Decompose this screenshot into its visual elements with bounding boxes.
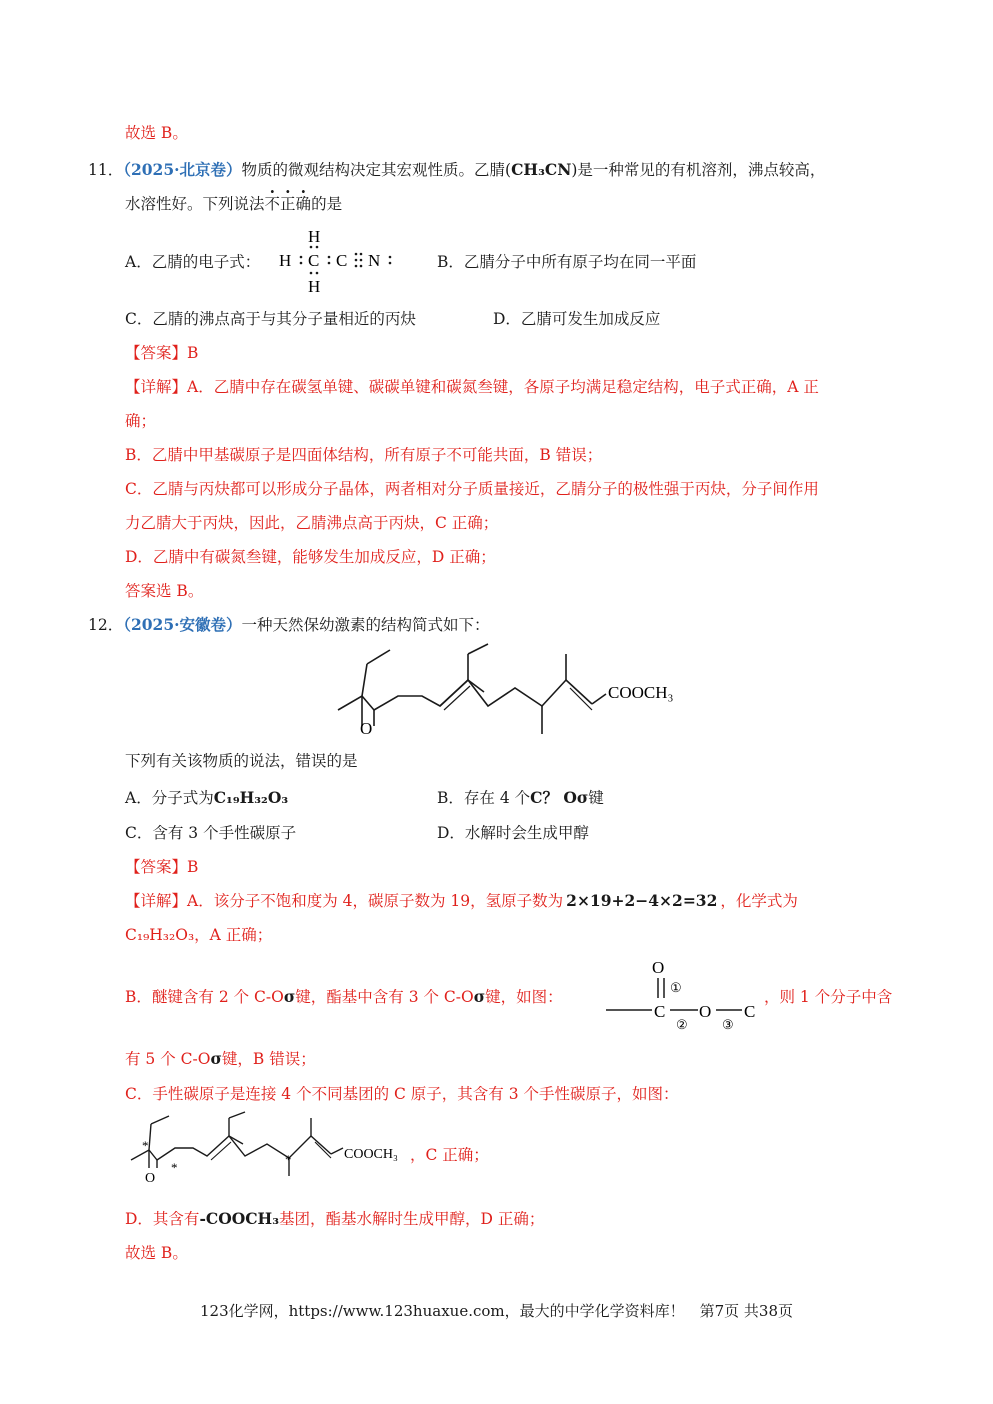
ester-carbonyl-o: O <box>652 958 665 977</box>
ester-bond-2: ② <box>676 1017 688 1032</box>
q12-option-b-c: 键 <box>588 789 604 807</box>
q12-detail-a1 <box>125 889 798 911</box>
ester-bond-diagram <box>600 952 770 1034</box>
q12-sigma-1: σ <box>283 987 296 1006</box>
q12-sigma-3: σ <box>210 1049 222 1068</box>
q12-detail-d-a: D．其含有 <box>125 1210 200 1228</box>
q12-detail-a1-text: A．该分子不饱和度为 4，碳原子数为 19，氢原子数为 <box>187 892 564 910</box>
q12-detail-b-line <box>125 985 563 1007</box>
q11-stem-line2-b: 的是 <box>311 195 343 213</box>
q12-option-b <box>437 786 604 808</box>
q12-answer: 【答案】B <box>125 858 199 876</box>
q12-option-b-a: B．存在 4 个 <box>437 789 531 807</box>
chiral-structure-bonds <box>131 1112 343 1176</box>
ester-o: O <box>699 1002 712 1021</box>
q12-detail-c: C．手性碳原子是连接 4 个不同基团的 C 原子，其含有 3 个手性碳原子，如图： <box>125 1085 679 1103</box>
q12-detail-d <box>125 1207 544 1229</box>
q12-option-c: C．含有 3 个手性碳原子 <box>125 824 297 842</box>
chiral-epoxide-oxygen: O <box>145 1171 156 1186</box>
ester-bond-3: ③ <box>722 1017 734 1032</box>
page-footer: 123化学网，https://www.123huaxue.com，最大的中学化学资料库！ 第7页 共38页 <box>199 1302 794 1320</box>
q11-answer: 【答案】B <box>125 344 199 362</box>
q12-detail-b3: 键，如图： <box>485 988 563 1006</box>
q11-emph-2: 正 <box>280 195 296 213</box>
q11-detail-d: D．乙腈中有碳氮叁键，能够发生加成反应，D 正确； <box>125 548 496 566</box>
q12-detail-d-formula: -COOCH₃ <box>199 1209 279 1228</box>
chiral-ester-label: COOCH₃ <box>344 1147 398 1162</box>
q11-detail-b: B．乙腈中甲基碳原子是四面体结构，所有原子不可能共面，B 错误； <box>125 446 603 464</box>
chiral-star-3: * <box>285 1152 292 1167</box>
lewis-h-bottom: H <box>308 277 321 296</box>
q11-detail-label: 【详解】 <box>125 378 188 396</box>
q11-stem-line2-a: 水溶性好。下列说法 <box>125 195 265 213</box>
q12-option-a-label: A．分子式为 <box>125 789 214 807</box>
q12-detail-d-b: 基团，酯基水解时生成甲醇，D 正确； <box>278 1210 545 1228</box>
ester-c: C <box>654 1002 666 1021</box>
q12-source: （2025·安徽卷） <box>123 615 242 634</box>
q12-question: 下列有关该物质的说法，错误的是 <box>125 752 358 770</box>
q11-option-b: B．乙腈分子中所有原子均在同一平面 <box>437 253 697 271</box>
q12-detail-b4: ，则 1 个分子中含 <box>764 988 893 1006</box>
q11-option-c: C．乙腈的沸点高于与其分子量相近的丙炔 <box>125 310 416 328</box>
lewis-c2: C <box>336 251 348 270</box>
q12-option-a-formula: C₁₉H₃₂O₃ <box>213 788 289 807</box>
lewis-h-left: H <box>279 251 292 270</box>
q11-stem-line1 <box>88 158 825 180</box>
lewis-h-top: H <box>308 227 321 246</box>
q12-detail-b2: 键，酯基中含有 3 个 C-O <box>295 988 474 1006</box>
lewis-c1: C <box>308 251 320 270</box>
q11-option-d: D．乙腈可发生加成反应 <box>493 310 661 328</box>
q12-stem <box>88 613 490 635</box>
q11-option-a: A．乙腈的电子式： <box>125 253 261 271</box>
q11-detail-a <box>125 375 819 397</box>
q11-stem-a: 物质的微观结构决定其宏观性质。乙腈( <box>241 161 512 179</box>
q12-detail-b5: 有 5 个 C-O <box>125 1050 211 1068</box>
q12-stem-text: 一种天然保幼激素的结构简式如下： <box>241 616 490 634</box>
structure-bonds <box>338 644 606 734</box>
lewis-n: N <box>368 251 381 270</box>
q11-conclusion: 答案选 B。 <box>125 582 204 600</box>
q12-number: 12． <box>88 616 124 634</box>
q12-conclusion: 故选 B。 <box>125 1244 188 1262</box>
chiral-carbon-structure <box>125 1110 425 1190</box>
q12-option-b-bond: C？ Oσ <box>530 788 589 807</box>
q11-source: （2025·北京卷） <box>123 160 242 179</box>
q12-detail-b1: B．醚键含有 2 个 C-O <box>125 988 284 1006</box>
q12-detail-a1b: ，化学式为 <box>720 892 798 910</box>
ester-group-label: COOCH₃ <box>608 683 674 702</box>
q11-formula: CH₃CN <box>511 160 572 179</box>
q12-detail-label: 【详解】 <box>125 892 188 910</box>
epoxide-oxygen: O <box>360 719 373 738</box>
q11-emph-1: 不 <box>264 195 281 213</box>
q11-number: 11． <box>88 161 124 179</box>
ester-bond-1: ① <box>670 980 682 995</box>
q11-detail-a1: A．乙腈中存在碳氢单键、碳碳单键和碳氮叁键，各原子均满足稳定结构，电子式正确，A 正 <box>187 378 819 396</box>
q12-detail-a2: C₁₉H₃₂O₃，A 正确； <box>125 926 273 944</box>
q12-sigma-2: σ <box>473 987 486 1006</box>
q12-hydrogen-equation: 2×19+2−4×2=32 <box>566 891 718 910</box>
q12-option-d: D．水解时会生成甲醇 <box>437 824 589 842</box>
q11-detail-a2: 确； <box>125 412 157 430</box>
prev-conclusion: 故选 B。 <box>125 124 188 142</box>
q11-stem-b: )是一种常见的有机溶剂，沸点较高， <box>571 161 826 179</box>
q11-emph-3: 确 <box>295 195 312 213</box>
q11-detail-c2: 力乙腈大于丙炔，因此，乙腈沸点高于丙炔，C 正确； <box>125 514 499 532</box>
juvenile-hormone-structure <box>330 640 710 740</box>
q12-detail-b6: 键，B 错误； <box>221 1050 316 1068</box>
chiral-star-2: * <box>171 1160 178 1175</box>
ester-c2: C <box>744 1002 756 1021</box>
q12-option-a <box>125 786 288 808</box>
q11-detail-c1: C．乙腈与丙炔都可以形成分子晶体，两者相对分子质量接近，乙腈分子的极性强于丙炔，分子间作用 <box>125 480 819 498</box>
q11-stem-line2 <box>125 192 342 214</box>
chiral-star-1: * <box>142 1138 149 1153</box>
q12-detail-c-tail: ，C 正确； <box>410 1146 489 1164</box>
q12-detail-b5-line <box>125 1047 316 1069</box>
acetonitrile-lewis-structure <box>270 222 400 298</box>
